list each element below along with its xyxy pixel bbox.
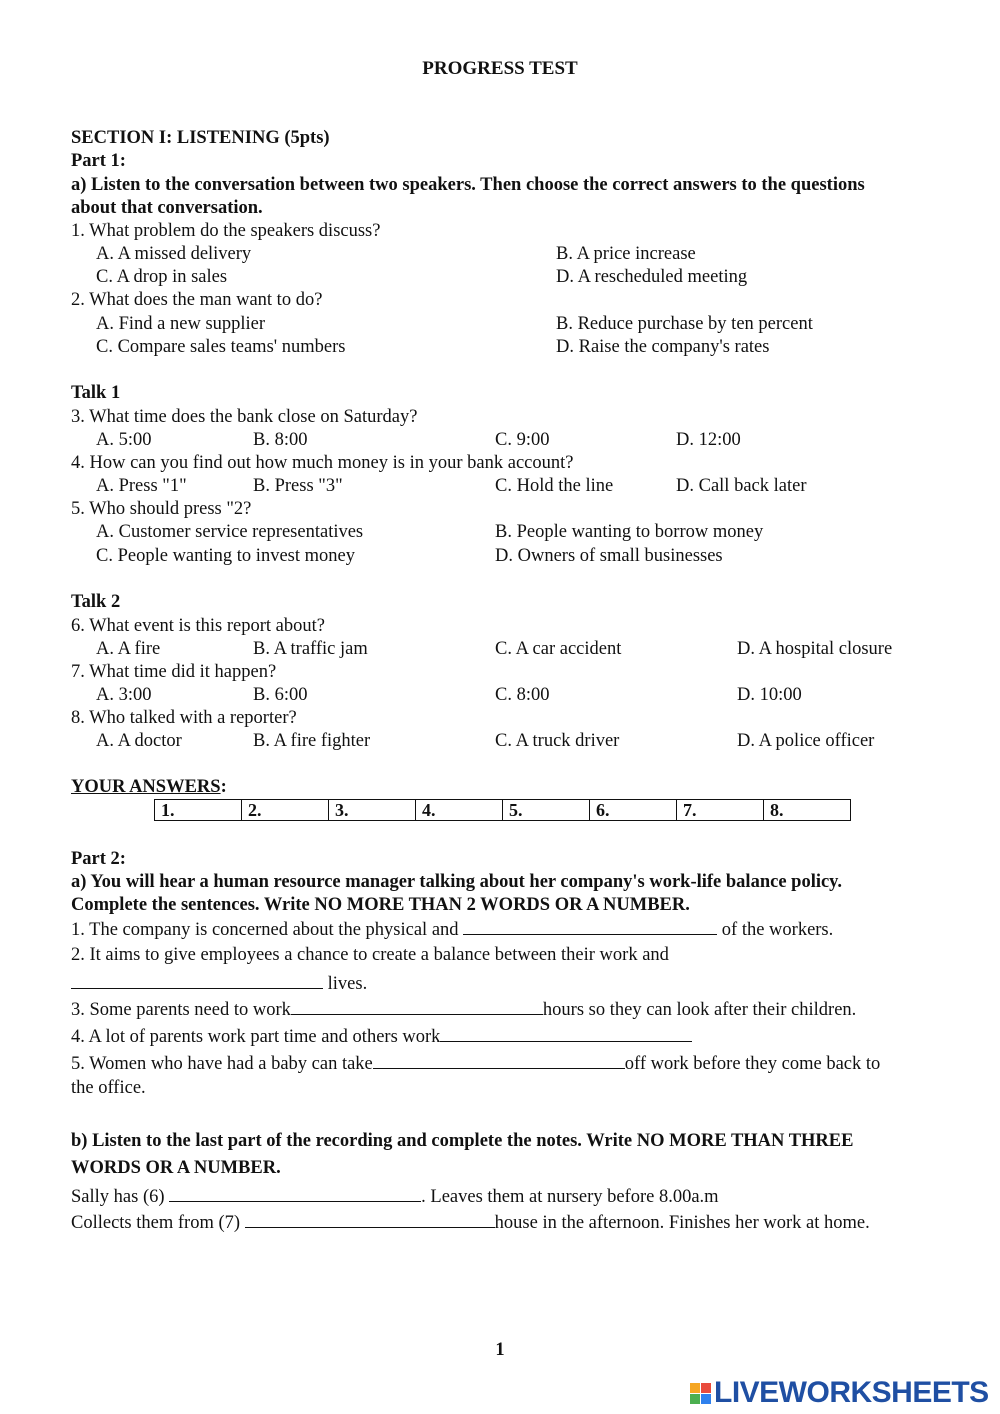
option: B. People wanting to borrow money [495,522,764,542]
option: C. A truck driver [495,731,620,751]
your-answers-heading: YOUR ANSWERS: [71,777,227,797]
option: B. 8:00 [253,430,308,450]
note-6: Sally has (6) . Leaves them at nursery before 8.00a.m [71,1187,719,1207]
question-6: 6. What event is this report about? [71,616,325,636]
part2-instruction-line1: a) You will hear a human resource manager talking about her company's work-life balance policy. [71,872,843,892]
answer-cell[interactable]: 4. [416,800,503,821]
question-7: 7. What time did it happen? [71,662,277,682]
sentence-3: 3. Some parents need to work hours so they can look after their children. [71,1000,857,1020]
option: B. Reduce purchase by ten percent [556,314,813,334]
part1-instruction-line2: about that conversation. [71,198,263,218]
sentence-5-cont: the office. [71,1078,146,1098]
option: D. 10:00 [737,685,802,705]
part1-label: Part 1: [71,151,126,171]
option: A. Press "1" [96,476,187,496]
fill-blank[interactable] [71,972,323,989]
option: A. Find a new supplier [96,314,266,334]
page-number: 1 [495,1340,505,1360]
question-4: 4. How can you find out how much money is in your bank account? [71,453,574,473]
talk1-label: Talk 1 [71,383,121,403]
option: D. Owners of small businesses [495,546,723,566]
answer-table [154,799,851,821]
answer-cell[interactable]: 7. [677,800,764,821]
fill-blank[interactable] [463,918,717,935]
answer-cell[interactable]: 8. [764,800,851,821]
option: B. Press "3" [253,476,343,496]
option: A. 3:00 [96,685,152,705]
option: A. A doctor [96,731,182,751]
option: C. A drop in sales [96,267,228,287]
logo-square [701,1383,711,1393]
liveworksheets-logo [690,1376,989,1410]
answer-cell[interactable]: 2. [242,800,329,821]
logo-mark-icon [690,1383,711,1404]
fill-blank[interactable] [169,1185,421,1202]
partb-instruction-line1: b) Listen to the last part of the recording and complete the notes. Write NO MORE THAN THREE [71,1131,854,1151]
part1-instruction-line1: a) Listen to the conversation between two speakers. Then choose the correct answers to the questions [71,175,865,195]
option: C. A car accident [495,639,622,659]
sentence-1: 1. The company is concerned about the physical and of the workers. [71,920,834,940]
fill-blank[interactable] [291,998,543,1015]
page-title: PROGRESS TEST [422,58,578,79]
part2-instruction-line2: Complete the sentences. Write NO MORE THAN 2 WORDS OR A NUMBER. [71,895,690,915]
option: B. A fire fighter [253,731,371,751]
note-7: Collects them from (7) house in the afternoon. Finishes her work at home. [71,1213,870,1233]
sentence-2-cont: lives. [71,972,367,995]
question-8: 8. Who talked with a reporter? [71,708,297,728]
option: A. 5:00 [96,430,152,450]
option: A. A fire [96,639,161,659]
fill-blank[interactable] [373,1052,625,1069]
sentence-4: 4. A lot of parents work part time and others work [71,1025,692,1048]
option: C. 8:00 [495,685,550,705]
talk2-label: Talk 2 [71,592,121,612]
option: C. 9:00 [495,430,550,450]
option: D. A hospital closure [737,639,893,659]
option: D. A police officer [737,731,875,751]
option: D. Call back later [676,476,807,496]
fill-blank[interactable] [440,1025,692,1042]
option: C. Hold the line [495,476,614,496]
option: C. People wanting to invest money [96,546,355,566]
logo-text: LIVEWORKSHEETS [714,1376,989,1409]
option: D. 12:00 [676,430,741,450]
option: A. Customer service representatives [96,522,364,542]
logo-square [701,1394,711,1404]
option: B. A price increase [556,244,696,264]
answer-cell[interactable]: 5. [503,800,590,821]
answer-cell[interactable]: 6. [590,800,677,821]
question-1: 1. What problem do the speakers discuss? [71,221,381,241]
option: B. A traffic jam [253,639,368,659]
answer-cell[interactable]: 3. [329,800,416,821]
partb-instruction-line2: WORDS OR A NUMBER. [71,1158,281,1178]
logo-square [690,1383,700,1393]
sentence-5: 5. Women who have had a baby can take off work before they come back to [71,1054,881,1074]
sentence-2: 2. It aims to give employees a chance to create a balance between their work and [71,945,669,965]
question-3: 3. What time does the bank close on Saturday? [71,407,418,427]
section-heading: SECTION I: LISTENING (5pts) [71,128,330,148]
option: D. A rescheduled meeting [556,267,748,287]
fill-blank[interactable] [245,1211,495,1228]
option: B. 6:00 [253,685,308,705]
part2-label: Part 2: [71,849,126,869]
logo-square [690,1394,700,1404]
option: C. Compare sales teams' numbers [96,337,346,357]
option: D. Raise the company's rates [556,337,770,357]
answer-cell[interactable]: 1. [155,800,242,821]
option: A. A missed delivery [96,244,252,264]
question-5: 5. Who should press "2? [71,499,252,519]
question-2: 2. What does the man want to do? [71,290,323,310]
